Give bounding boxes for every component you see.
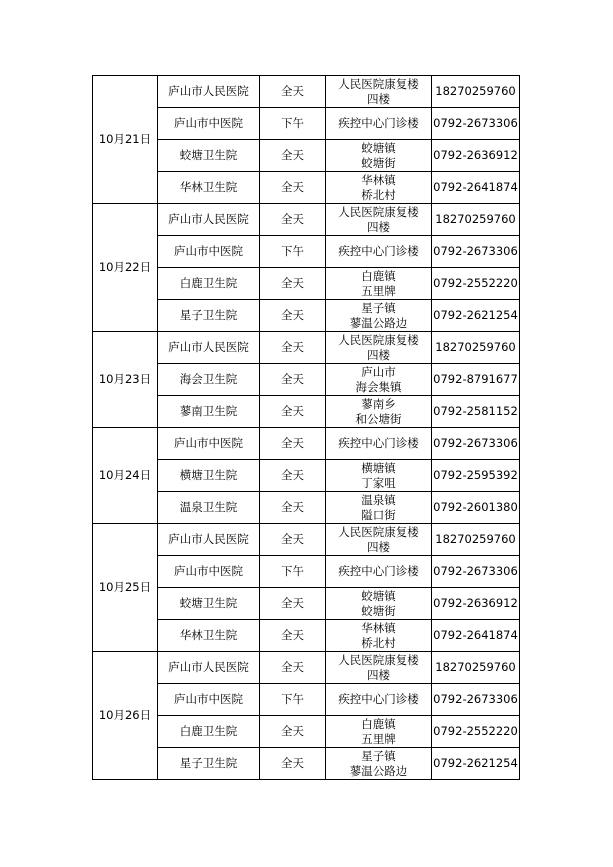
- vaccination-schedule-table: [92, 75, 520, 780]
- time-cell: 全天: [260, 524, 326, 556]
- phone-cell: 0792-2673306: [432, 236, 520, 268]
- location-cell: [326, 556, 432, 588]
- time-cell: 下午: [260, 556, 326, 588]
- phone-cell: 0792-2581152: [432, 396, 520, 428]
- location-cell: [326, 748, 432, 780]
- location-line: 白鹿镇: [361, 716, 396, 731]
- location-line: 横塘镇: [361, 460, 396, 475]
- date-cell: 10月24日: [93, 428, 158, 524]
- location-cell: [326, 588, 432, 620]
- location-line: 疾控中心门诊楼: [338, 692, 419, 706]
- time-cell: 全天: [260, 428, 326, 460]
- phone-cell: 18270259760: [432, 652, 520, 684]
- table-row: [93, 428, 520, 460]
- location-line: 疾控中心门诊楼: [338, 244, 419, 258]
- location-line: 蓼南乡: [361, 396, 396, 411]
- location-line: 四楼: [367, 91, 390, 106]
- phone-cell: 0792-2673306: [432, 108, 520, 140]
- table-row: [93, 364, 520, 396]
- date-cell: 10月21日: [93, 76, 158, 204]
- hospital-cell: 华林卫生院: [158, 172, 260, 204]
- location-cell: [326, 492, 432, 524]
- table-row: [93, 684, 520, 716]
- hospital-cell: 庐山市中医院: [158, 684, 260, 716]
- hospital-cell: 海会卫生院: [158, 364, 260, 396]
- time-cell: 全天: [260, 748, 326, 780]
- time-cell: 全天: [260, 268, 326, 300]
- table-row: [93, 556, 520, 588]
- table-row: [93, 108, 520, 140]
- hospital-cell: 庐山市中医院: [158, 556, 260, 588]
- date-cell: 10月22日: [93, 204, 158, 332]
- time-cell: 全天: [260, 172, 326, 204]
- phone-cell: 0792-2601380: [432, 492, 520, 524]
- time-cell: 全天: [260, 396, 326, 428]
- time-cell: 全天: [260, 364, 326, 396]
- location-cell: [326, 108, 432, 140]
- location-line: 疾控中心门诊楼: [338, 436, 419, 450]
- time-cell: 全天: [260, 588, 326, 620]
- time-cell: 下午: [260, 236, 326, 268]
- hospital-cell: 温泉卫生院: [158, 492, 260, 524]
- hospital-cell: 庐山市中医院: [158, 428, 260, 460]
- location-line: 星子镇: [361, 748, 396, 763]
- location-cell: [326, 684, 432, 716]
- location-cell: [326, 268, 432, 300]
- location-cell: [326, 76, 432, 108]
- phone-cell: 0792-2636912: [432, 140, 520, 172]
- date-cell: 10月26日: [93, 652, 158, 780]
- phone-cell: 18270259760: [432, 76, 520, 108]
- location-line: 四楼: [367, 347, 390, 362]
- location-cell: [326, 204, 432, 236]
- location-line: 星子镇: [361, 300, 396, 315]
- phone-cell: 18270259760: [432, 332, 520, 364]
- table-row: [93, 588, 520, 620]
- location-line: 人民医院康复楼: [338, 652, 419, 667]
- location-cell: [326, 300, 432, 332]
- table-row: [93, 524, 520, 556]
- location-line: 蛟塘镇: [361, 140, 396, 155]
- phone-cell: 0792-2552220: [432, 268, 520, 300]
- location-cell: [326, 172, 432, 204]
- phone-cell: 0792-2595392: [432, 460, 520, 492]
- table-row: [93, 460, 520, 492]
- location-line: 四楼: [367, 667, 390, 682]
- hospital-cell: 华林卫生院: [158, 620, 260, 652]
- time-cell: 全天: [260, 76, 326, 108]
- location-cell: [326, 140, 432, 172]
- schedule-table-body: [93, 76, 520, 780]
- location-line: 蛟塘街: [361, 603, 396, 618]
- location-cell: [326, 524, 432, 556]
- hospital-cell: 白鹿卫生院: [158, 268, 260, 300]
- time-cell: 全天: [260, 652, 326, 684]
- table-row: [93, 236, 520, 268]
- location-line: 四楼: [367, 539, 390, 554]
- phone-cell: 18270259760: [432, 204, 520, 236]
- location-cell: [326, 396, 432, 428]
- phone-cell: 0792-2673306: [432, 684, 520, 716]
- location-line: 疾控中心门诊楼: [338, 564, 419, 578]
- location-cell: [326, 460, 432, 492]
- date-cell: 10月23日: [93, 332, 158, 428]
- table-row: [93, 620, 520, 652]
- phone-cell: 0792-2636912: [432, 588, 520, 620]
- location-line: 人民医院康复楼: [338, 76, 419, 91]
- time-cell: 全天: [260, 716, 326, 748]
- phone-cell: 0792-2641874: [432, 172, 520, 204]
- table-row: [93, 204, 520, 236]
- table-row: [93, 332, 520, 364]
- time-cell: 全天: [260, 460, 326, 492]
- location-line: 蛟塘镇: [361, 588, 396, 603]
- phone-cell: 18270259760: [432, 524, 520, 556]
- hospital-cell: 庐山市中医院: [158, 236, 260, 268]
- location-cell: [326, 428, 432, 460]
- location-line: 海会集镇: [355, 379, 402, 394]
- hospital-cell: 庐山市人民医院: [158, 524, 260, 556]
- location-cell: [326, 652, 432, 684]
- time-cell: 全天: [260, 492, 326, 524]
- time-cell: 全天: [260, 332, 326, 364]
- phone-cell: 0792-2621254: [432, 300, 520, 332]
- time-cell: 全天: [260, 140, 326, 172]
- table-row: [93, 172, 520, 204]
- table-row: [93, 140, 520, 172]
- hospital-cell: 庐山市人民医院: [158, 204, 260, 236]
- phone-cell: 0792-2673306: [432, 556, 520, 588]
- location-line: 华林镇: [361, 172, 396, 187]
- location-line: 隘口街: [361, 507, 396, 522]
- time-cell: 下午: [260, 684, 326, 716]
- phone-cell: 0792-2621254: [432, 748, 520, 780]
- location-line: 人民医院康复楼: [338, 524, 419, 539]
- hospital-cell: 蛟塘卫生院: [158, 588, 260, 620]
- location-line: 庐山市: [361, 364, 396, 379]
- table-row: [93, 76, 520, 108]
- location-cell: [326, 716, 432, 748]
- hospital-cell: 庐山市中医院: [158, 108, 260, 140]
- hospital-cell: 庐山市人民医院: [158, 76, 260, 108]
- phone-cell: 0792-2673306: [432, 428, 520, 460]
- location-line: 疾控中心门诊楼: [338, 116, 419, 130]
- location-cell: [326, 236, 432, 268]
- phone-cell: 0792-2641874: [432, 620, 520, 652]
- location-line: 四楼: [367, 219, 390, 234]
- location-line: 五里牌: [361, 731, 396, 746]
- table-row: [93, 748, 520, 780]
- table-row: [93, 652, 520, 684]
- phone-cell: 0792-2552220: [432, 716, 520, 748]
- location-line: 桥北村: [361, 635, 396, 650]
- time-cell: 下午: [260, 108, 326, 140]
- location-line: 温泉镇: [361, 492, 396, 507]
- location-cell: [326, 332, 432, 364]
- table-row: [93, 396, 520, 428]
- table-row: [93, 268, 520, 300]
- hospital-cell: 蓼南卫生院: [158, 396, 260, 428]
- location-line: 蛟塘街: [361, 155, 396, 170]
- table-row: [93, 492, 520, 524]
- location-line: 桥北村: [361, 187, 396, 202]
- hospital-cell: 庐山市人民医院: [158, 652, 260, 684]
- hospital-cell: 蛟塘卫生院: [158, 140, 260, 172]
- location-line: 华林镇: [361, 620, 396, 635]
- phone-cell: 0792-8791677: [432, 364, 520, 396]
- time-cell: 全天: [260, 300, 326, 332]
- table-row: [93, 300, 520, 332]
- time-cell: 全天: [260, 620, 326, 652]
- location-line: 和公塘街: [355, 411, 402, 426]
- table-row: [93, 716, 520, 748]
- location-line: 人民医院康复楼: [338, 204, 419, 219]
- location-line: 丁家咀: [361, 475, 396, 490]
- location-cell: [326, 620, 432, 652]
- location-line: 蓼温公路边: [349, 763, 408, 778]
- hospital-cell: 庐山市人民医院: [158, 332, 260, 364]
- location-line: 蓼温公路边: [349, 315, 408, 330]
- date-cell: 10月25日: [93, 524, 158, 652]
- time-cell: 全天: [260, 204, 326, 236]
- location-line: 人民医院康复楼: [338, 332, 419, 347]
- hospital-cell: 横塘卫生院: [158, 460, 260, 492]
- hospital-cell: 星子卫生院: [158, 748, 260, 780]
- hospital-cell: 星子卫生院: [158, 300, 260, 332]
- location-line: 白鹿镇: [361, 268, 396, 283]
- location-cell: [326, 364, 432, 396]
- hospital-cell: 白鹿卫生院: [158, 716, 260, 748]
- location-line: 五里牌: [361, 283, 396, 298]
